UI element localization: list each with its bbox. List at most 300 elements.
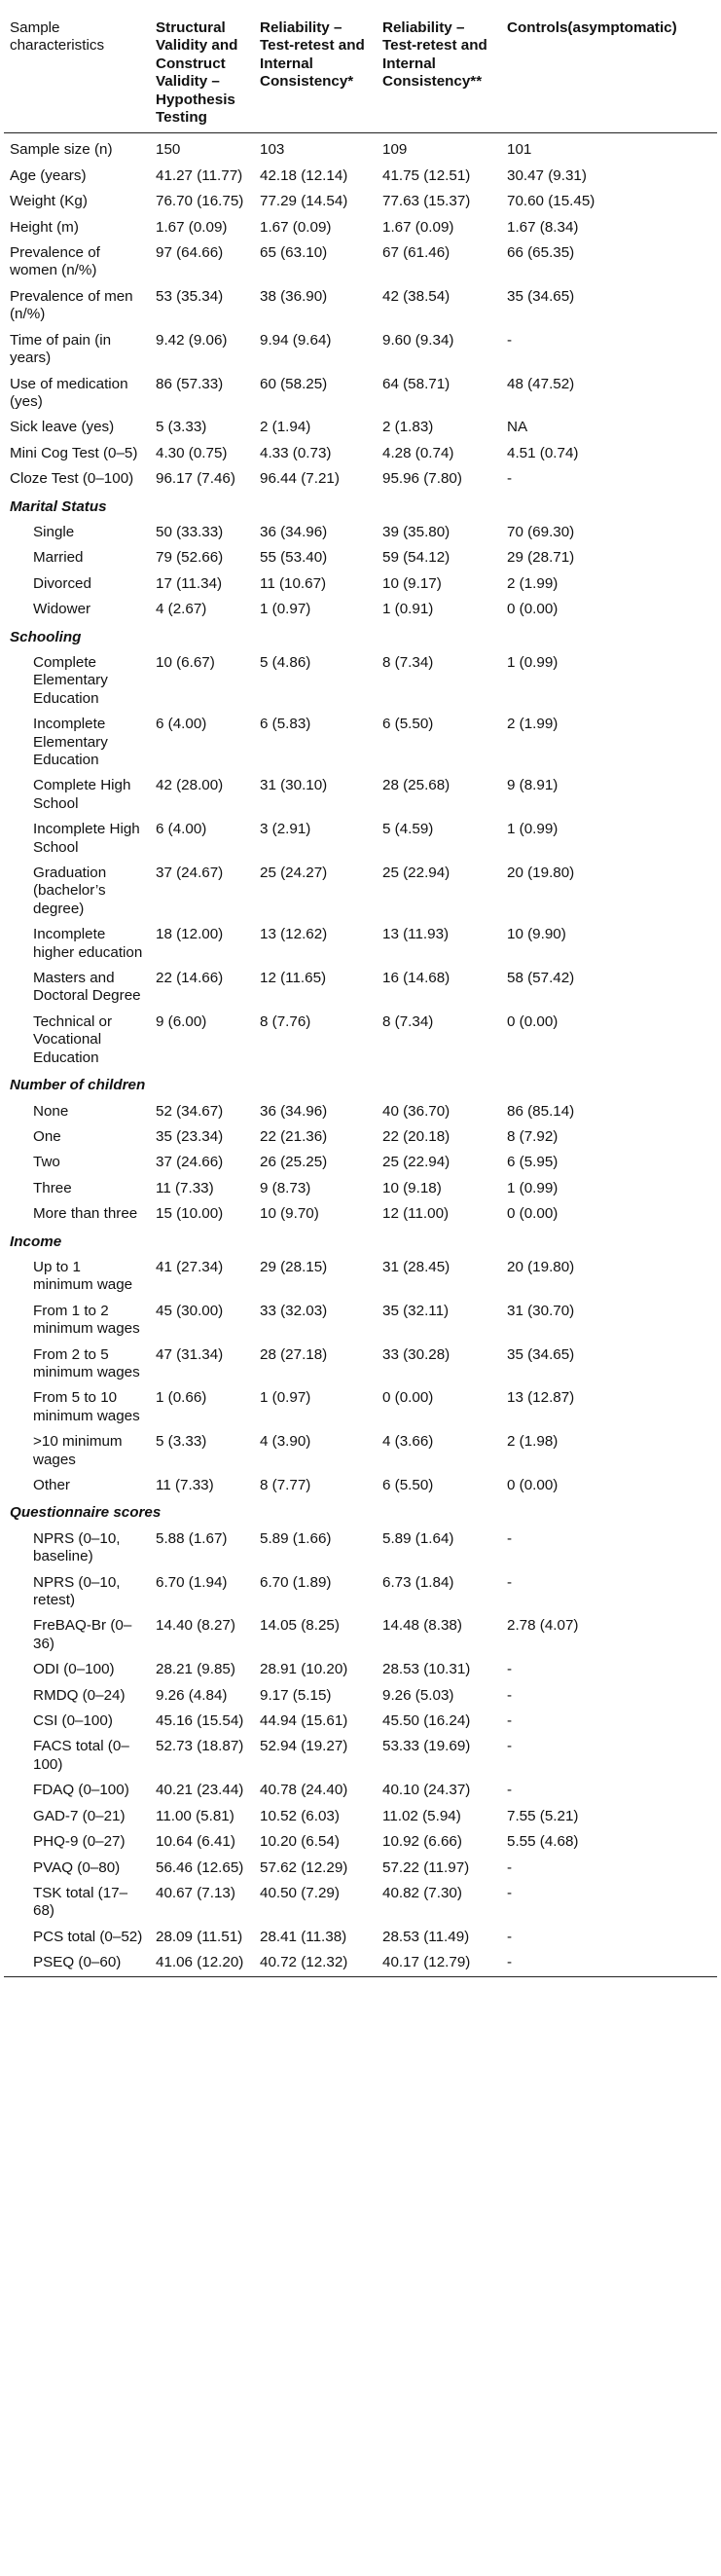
value-cell: 8 (7.34)	[382, 653, 434, 671]
value-cell: 35 (34.65)	[507, 1345, 575, 1363]
value-cell: 0 (0.00)	[507, 601, 559, 618]
row-label: From 5 to 10 minimum wages	[33, 1389, 140, 1424]
value-cell: -	[507, 1928, 513, 1945]
value-cell: 6.73 (1.84)	[382, 1573, 454, 1591]
value-cell: 6.70 (1.89)	[260, 1573, 332, 1591]
value-cell: 97 (64.66)	[156, 244, 224, 262]
table-row	[4, 1683, 717, 1709]
table-row	[4, 597, 717, 622]
value-cell: 5 (4.59)	[382, 821, 434, 838]
row-label: CSI (0–100)	[33, 1712, 113, 1730]
value-cell: 11 (10.67)	[260, 574, 327, 592]
value-cell: 4.33 (0.73)	[260, 444, 332, 461]
value-cell: 29 (28.15)	[260, 1258, 328, 1275]
value-cell: 6 (5.95)	[507, 1154, 559, 1171]
sample-characteristics-table	[4, 6, 717, 1977]
value-cell: 52.73 (18.87)	[156, 1738, 244, 1755]
value-cell: 9.26 (5.03)	[382, 1686, 454, 1704]
value-cell: 8 (7.34)	[382, 1012, 434, 1030]
value-cell: 59 (54.12)	[382, 549, 451, 567]
value-cell: 0 (0.00)	[382, 1389, 434, 1407]
value-cell: 57.22 (11.97)	[382, 1858, 470, 1876]
value-cell: 64 (58.71)	[382, 375, 451, 392]
row-label: Three	[33, 1179, 72, 1196]
row-label: Two	[33, 1154, 60, 1171]
value-cell: 86 (85.14)	[507, 1102, 575, 1120]
value-cell: 96.17 (7.46)	[156, 470, 235, 488]
table-row	[4, 1829, 717, 1855]
value-cell: 2.78 (4.07)	[507, 1617, 579, 1635]
value-cell: -	[507, 1686, 513, 1704]
value-cell: 7.55 (5.21)	[507, 1807, 579, 1824]
row-label: GAD-7 (0–21)	[33, 1807, 126, 1824]
value-cell: 14.40 (8.27)	[156, 1617, 235, 1635]
table-row	[4, 1950, 717, 1976]
value-cell: 5.89 (1.66)	[260, 1529, 332, 1547]
section-row	[4, 623, 717, 650]
value-cell: 9 (8.73)	[260, 1179, 311, 1196]
value-cell: 30.47 (9.31)	[507, 166, 587, 184]
value-cell: 1 (0.91)	[382, 601, 434, 618]
row-label: FACS total (0–100)	[33, 1738, 129, 1773]
table-row	[4, 1255, 717, 1299]
value-cell: 76.70 (16.75)	[156, 193, 244, 210]
table-row	[4, 1010, 717, 1071]
value-cell: 38 (36.90)	[260, 287, 328, 305]
value-cell: 8 (7.92)	[507, 1127, 559, 1145]
row-label: Widower	[33, 601, 91, 618]
section-row	[4, 1071, 717, 1098]
value-cell: 42 (28.00)	[156, 777, 224, 794]
value-cell: 1 (0.99)	[507, 821, 559, 838]
value-cell: -	[507, 331, 513, 349]
value-cell: 40.72 (12.32)	[254, 1950, 377, 1976]
table-row	[4, 1385, 717, 1429]
value-cell: 5.55 (4.68)	[507, 1833, 579, 1851]
table-row	[4, 1527, 717, 1570]
value-cell: 1 (0.97)	[260, 1389, 311, 1407]
row-label: FreBAQ-Br (0–36)	[33, 1617, 132, 1652]
section-heading: Income	[10, 1233, 62, 1250]
value-cell: 45.50 (16.24)	[382, 1712, 471, 1730]
section-heading: Questionnaire scores	[10, 1504, 162, 1522]
value-cell: 45 (30.00)	[156, 1302, 224, 1319]
row-label: Use of medication (yes)	[10, 375, 128, 410]
value-cell: 53 (35.34)	[156, 287, 224, 305]
value-cell: 9 (8.91)	[507, 777, 559, 794]
value-cell: 103	[260, 141, 285, 159]
table-row	[4, 1176, 717, 1201]
table-row	[4, 328, 717, 372]
value-cell: 50 (33.33)	[156, 523, 224, 540]
header-row	[4, 6, 717, 133]
value-cell: 4 (3.90)	[260, 1433, 311, 1451]
value-cell: 10 (9.18)	[382, 1179, 442, 1196]
header-cell: Controls(asymptomatic)	[501, 6, 717, 133]
table-row	[4, 966, 717, 1010]
header-cell: Reliability – Test-retest and Internal Consistency**	[377, 6, 501, 133]
row-label: Prevalence of men (n/%)	[10, 287, 133, 323]
section-heading: Number of children	[10, 1077, 146, 1094]
value-cell: 58 (57.42)	[507, 970, 575, 987]
value-cell: 6 (5.83)	[260, 716, 311, 733]
value-cell: 12 (11.65)	[260, 970, 327, 987]
value-cell: 4.28 (0.74)	[382, 444, 454, 461]
value-cell: 5 (4.86)	[260, 653, 311, 671]
row-label: TSK total (17–68)	[33, 1884, 128, 1920]
value-cell: 16 (14.68)	[382, 970, 451, 987]
value-cell: 9.42 (9.06)	[156, 331, 228, 349]
table-row	[4, 372, 717, 416]
table-row	[4, 1778, 717, 1803]
row-label: Incomplete higher education	[33, 926, 143, 961]
value-cell: 52.94 (19.27)	[260, 1738, 348, 1755]
value-cell: 37 (24.66)	[156, 1154, 224, 1171]
value-cell: 36 (34.96)	[260, 1102, 328, 1120]
value-cell: 13 (11.93)	[382, 926, 450, 943]
value-cell: 35 (23.34)	[156, 1127, 224, 1145]
value-cell: 13 (12.62)	[260, 926, 328, 943]
value-cell: 11 (7.33)	[156, 1477, 214, 1493]
value-cell: 2 (1.94)	[260, 419, 311, 436]
value-cell: 42.18 (12.14)	[260, 166, 348, 184]
row-label: Graduation (bachelor’s degree)	[33, 865, 107, 917]
value-cell: 44.94 (15.61)	[260, 1712, 348, 1730]
table-row	[4, 1201, 717, 1227]
value-cell: 37 (24.67)	[156, 865, 224, 882]
value-cell: 6 (5.50)	[382, 1477, 434, 1493]
value-cell: 2 (1.98)	[507, 1433, 559, 1451]
table-row	[4, 240, 717, 284]
value-cell: 35 (34.65)	[507, 287, 575, 305]
value-cell: 101	[507, 141, 532, 159]
row-label: Up to 1 minimum wage	[33, 1258, 133, 1294]
table-row	[4, 1804, 717, 1829]
value-cell: 6 (4.00)	[156, 821, 207, 838]
value-cell: 9.60 (9.34)	[382, 331, 454, 349]
value-cell: 1.67 (0.09)	[156, 218, 228, 236]
row-label: One	[33, 1127, 61, 1145]
value-cell: 6.70 (1.94)	[156, 1573, 228, 1591]
value-cell: 18 (12.00)	[156, 926, 224, 943]
row-label: Sample size (n)	[10, 141, 113, 159]
section-row	[4, 1228, 717, 1255]
table-row	[4, 922, 717, 966]
row-label: Mini Cog Test (0–5)	[10, 444, 138, 461]
table-row	[4, 545, 717, 570]
value-cell: -	[507, 1529, 513, 1547]
value-cell: 28.21 (9.85)	[156, 1661, 235, 1678]
value-cell: 33 (30.28)	[382, 1345, 451, 1363]
value-cell: 53.33 (19.69)	[382, 1738, 471, 1755]
value-cell: 26 (25.25)	[260, 1154, 328, 1171]
value-cell: 41.06 (12.20)	[150, 1950, 254, 1976]
section-heading: Marital Status	[10, 497, 107, 515]
value-cell: 28.53 (10.31)	[382, 1661, 471, 1678]
header-cell: Reliability – Test-retest and Internal Consistency*	[254, 6, 377, 133]
value-cell: 39 (35.80)	[382, 523, 451, 540]
table-row	[4, 1473, 717, 1498]
value-cell: 5.89 (1.64)	[382, 1529, 454, 1547]
table-row	[4, 817, 717, 861]
value-cell: 20 (19.80)	[507, 1258, 575, 1275]
value-cell: 3 (2.91)	[260, 821, 311, 838]
value-cell: 1.67 (0.09)	[260, 218, 332, 236]
table-row	[4, 1881, 717, 1925]
value-cell: 10 (6.67)	[156, 653, 215, 671]
value-cell: 1 (0.97)	[260, 601, 311, 618]
value-cell: 5.88 (1.67)	[156, 1529, 228, 1547]
value-cell: 77.63 (15.37)	[382, 193, 471, 210]
value-cell: 42 (38.54)	[382, 287, 451, 305]
value-cell: 1 (0.99)	[507, 1179, 559, 1196]
value-cell: -	[507, 1661, 513, 1678]
row-label: Incomplete High School	[33, 821, 140, 856]
value-cell: 150	[156, 141, 181, 159]
value-cell: 2 (1.83)	[382, 419, 434, 436]
table-row	[4, 284, 717, 328]
value-cell: 28.53 (11.49)	[382, 1928, 470, 1945]
value-cell: 4 (2.67)	[156, 601, 207, 618]
value-cell: 15 (10.00)	[156, 1205, 224, 1223]
table-row	[4, 164, 717, 189]
value-cell: 25 (22.94)	[382, 1154, 451, 1171]
value-cell: -	[507, 1884, 513, 1901]
table-row	[4, 1734, 717, 1778]
value-cell: 96.44 (7.21)	[260, 470, 340, 488]
value-cell: 31 (30.10)	[260, 777, 328, 794]
value-cell: 14.05 (8.25)	[260, 1617, 340, 1635]
value-cell: 40.50 (7.29)	[260, 1884, 340, 1901]
value-cell: 41 (27.34)	[156, 1258, 224, 1275]
value-cell: 28.41 (11.38)	[260, 1928, 347, 1945]
value-cell: 41.75 (12.51)	[382, 166, 471, 184]
value-cell: 60 (58.25)	[260, 375, 328, 392]
row-label: PSEQ (0–60)	[4, 1950, 150, 1976]
value-cell: 11 (7.33)	[156, 1179, 214, 1196]
value-cell: 5 (3.33)	[156, 1433, 207, 1451]
row-label: From 2 to 5 minimum wages	[33, 1345, 140, 1380]
value-cell: 14.48 (8.38)	[382, 1617, 462, 1635]
row-label: Prevalence of women (n/%)	[10, 244, 100, 279]
value-cell: 10 (9.90)	[507, 926, 566, 943]
value-cell: 9.94 (9.64)	[260, 331, 332, 349]
table-row	[4, 1343, 717, 1386]
value-cell: 28.09 (11.51)	[156, 1928, 243, 1945]
value-cell: 20 (19.80)	[507, 865, 575, 882]
value-cell: 17 (11.34)	[156, 574, 223, 592]
row-label: >10 minimum wages	[33, 1433, 123, 1468]
table-row	[4, 520, 717, 545]
value-cell: 48 (47.52)	[507, 375, 575, 392]
table-row	[4, 1429, 717, 1473]
table-row	[4, 1657, 717, 1682]
value-cell: 1.67 (0.09)	[382, 218, 454, 236]
row-label: Technical or Vocational Education	[33, 1012, 113, 1066]
row-label: None	[33, 1102, 69, 1120]
header-cell: Sample characteristics	[4, 6, 150, 133]
value-cell: 10.52 (6.03)	[260, 1807, 340, 1824]
value-cell: 45.16 (15.54)	[156, 1712, 244, 1730]
value-cell: 40.78 (24.40)	[260, 1782, 348, 1799]
value-cell: 67 (61.46)	[382, 244, 451, 262]
value-cell: -	[507, 470, 513, 488]
value-cell: 9.17 (5.15)	[260, 1686, 332, 1704]
row-label: ODI (0–100)	[33, 1661, 115, 1678]
table-row	[4, 1613, 717, 1657]
value-cell: 28 (25.68)	[382, 777, 451, 794]
value-cell: 29 (28.71)	[507, 549, 575, 567]
value-cell: 12 (11.00)	[382, 1205, 450, 1223]
value-cell: 9.26 (4.84)	[156, 1686, 228, 1704]
value-cell: 95.96 (7.80)	[382, 470, 462, 488]
row-label: NPRS (0–10, baseline)	[33, 1529, 121, 1565]
value-cell: -	[507, 1858, 513, 1876]
value-cell: -	[501, 1950, 717, 1976]
value-cell: 13 (12.87)	[507, 1389, 575, 1407]
value-cell: 25 (22.94)	[382, 865, 451, 882]
value-cell: 70.60 (15.45)	[507, 193, 595, 210]
row-label: Complete High School	[33, 777, 131, 812]
table-row	[4, 441, 717, 466]
row-label: PHQ-9 (0–27)	[33, 1833, 126, 1851]
table-row	[4, 571, 717, 597]
value-cell: 40 (36.70)	[382, 1102, 451, 1120]
value-cell: 31 (28.45)	[382, 1258, 451, 1275]
value-cell: 52 (34.67)	[156, 1102, 224, 1120]
value-cell: 22 (14.66)	[156, 970, 224, 987]
value-cell: 2 (1.99)	[507, 716, 559, 733]
value-cell: 57.62 (12.29)	[260, 1858, 348, 1876]
row-label: Cloze Test (0–100)	[10, 470, 134, 488]
table-row	[4, 773, 717, 817]
value-cell: 10.64 (6.41)	[156, 1833, 235, 1851]
value-cell: 4.51 (0.74)	[507, 444, 579, 461]
value-cell: 47 (31.34)	[156, 1345, 224, 1363]
value-cell: -	[507, 1573, 513, 1591]
table-row	[4, 1856, 717, 1881]
row-label: Incomplete Elementary Education	[33, 716, 108, 768]
value-cell: 22 (20.18)	[382, 1127, 451, 1145]
value-cell: 0 (0.00)	[507, 1012, 559, 1030]
row-label: Divorced	[33, 574, 91, 592]
value-cell: 41.27 (11.77)	[156, 166, 243, 184]
table-row	[4, 1150, 717, 1175]
section-row	[4, 493, 717, 520]
value-cell: 1 (0.66)	[156, 1389, 207, 1407]
table-row	[4, 1124, 717, 1150]
value-cell: 11.00 (5.81)	[156, 1807, 234, 1824]
value-cell: 10.92 (6.66)	[382, 1833, 462, 1851]
section-heading: Schooling	[10, 628, 82, 645]
row-label: Complete Elementary Education	[33, 653, 108, 707]
table-row	[4, 189, 717, 214]
value-cell: 33 (32.03)	[260, 1302, 328, 1319]
table-row	[4, 1570, 717, 1614]
value-cell: NA	[507, 419, 528, 436]
value-cell: 28.91 (10.20)	[260, 1661, 348, 1678]
value-cell: 8 (7.77)	[260, 1477, 311, 1493]
table-header	[4, 6, 717, 133]
table-row	[4, 1925, 717, 1950]
table-row	[4, 133, 717, 164]
value-cell: 70 (69.30)	[507, 523, 575, 540]
value-cell: 5 (3.33)	[156, 419, 207, 436]
row-label: Height (m)	[10, 218, 79, 236]
value-cell: 6 (5.50)	[382, 716, 434, 733]
row-label: Sick leave (yes)	[10, 419, 115, 436]
value-cell: 0 (0.00)	[507, 1477, 559, 1493]
row-label: Weight (Kg)	[10, 193, 88, 210]
value-cell: -	[507, 1712, 513, 1730]
value-cell: 10 (9.17)	[382, 574, 442, 592]
value-cell: 35 (32.11)	[382, 1302, 450, 1319]
table-row	[4, 466, 717, 492]
value-cell: 36 (34.96)	[260, 523, 328, 540]
value-cell: 11.02 (5.94)	[382, 1807, 461, 1824]
value-cell: 8 (7.76)	[260, 1012, 311, 1030]
value-cell: 22 (21.36)	[260, 1127, 328, 1145]
header-cell: Structural Validity and Construct Validity – Hypothesis Testing	[150, 6, 254, 133]
value-cell: 6 (4.00)	[156, 716, 207, 733]
row-label: RMDQ (0–24)	[33, 1686, 126, 1704]
row-label: Time of pain (in years)	[10, 331, 112, 367]
value-cell: 31 (30.70)	[507, 1302, 575, 1319]
value-cell: 40.17 (12.79)	[377, 1950, 501, 1976]
value-cell: 56.46 (12.65)	[156, 1858, 244, 1876]
value-cell: -	[507, 1782, 513, 1799]
row-label: Masters and Doctoral Degree	[33, 970, 141, 1005]
value-cell: 10.20 (6.54)	[260, 1833, 340, 1851]
value-cell: -	[507, 1738, 513, 1755]
value-cell: 55 (53.40)	[260, 549, 328, 567]
row-label: Married	[33, 549, 84, 567]
table-row	[4, 1709, 717, 1734]
table-row	[4, 415, 717, 440]
table-row	[4, 1299, 717, 1343]
row-label: Single	[33, 523, 75, 540]
value-cell: 4 (3.66)	[382, 1433, 434, 1451]
table-row	[4, 650, 717, 712]
value-cell: 86 (57.33)	[156, 375, 224, 392]
value-cell: 65 (63.10)	[260, 244, 328, 262]
row-label: More than three	[33, 1205, 138, 1223]
section-row	[4, 1498, 717, 1526]
value-cell: 66 (65.35)	[507, 244, 575, 262]
row-label: Other	[33, 1477, 70, 1493]
row-label: Age (years)	[10, 166, 87, 184]
row-label: NPRS (0–10, retest)	[33, 1573, 121, 1609]
row-label: FDAQ (0–100)	[33, 1782, 129, 1799]
value-cell: 2 (1.99)	[507, 574, 559, 592]
value-cell: 77.29 (14.54)	[260, 193, 348, 210]
value-cell: 109	[382, 141, 408, 159]
value-cell: 40.67 (7.13)	[156, 1884, 235, 1901]
value-cell: 40.21 (23.44)	[156, 1782, 244, 1799]
value-cell: 25 (24.27)	[260, 865, 328, 882]
value-cell: 40.82 (7.30)	[382, 1884, 462, 1901]
table-row	[4, 861, 717, 922]
table-body	[4, 133, 717, 1976]
value-cell: 1 (0.99)	[507, 653, 559, 671]
row-label: PCS total (0–52)	[33, 1928, 143, 1945]
row-label: From 1 to 2 minimum wages	[33, 1302, 140, 1338]
value-cell: 0 (0.00)	[507, 1205, 559, 1223]
table-row	[4, 1099, 717, 1124]
value-cell: 1.67 (8.34)	[507, 218, 579, 236]
row-label: PVAQ (0–80)	[33, 1858, 121, 1876]
value-cell: 9 (6.00)	[156, 1012, 207, 1030]
